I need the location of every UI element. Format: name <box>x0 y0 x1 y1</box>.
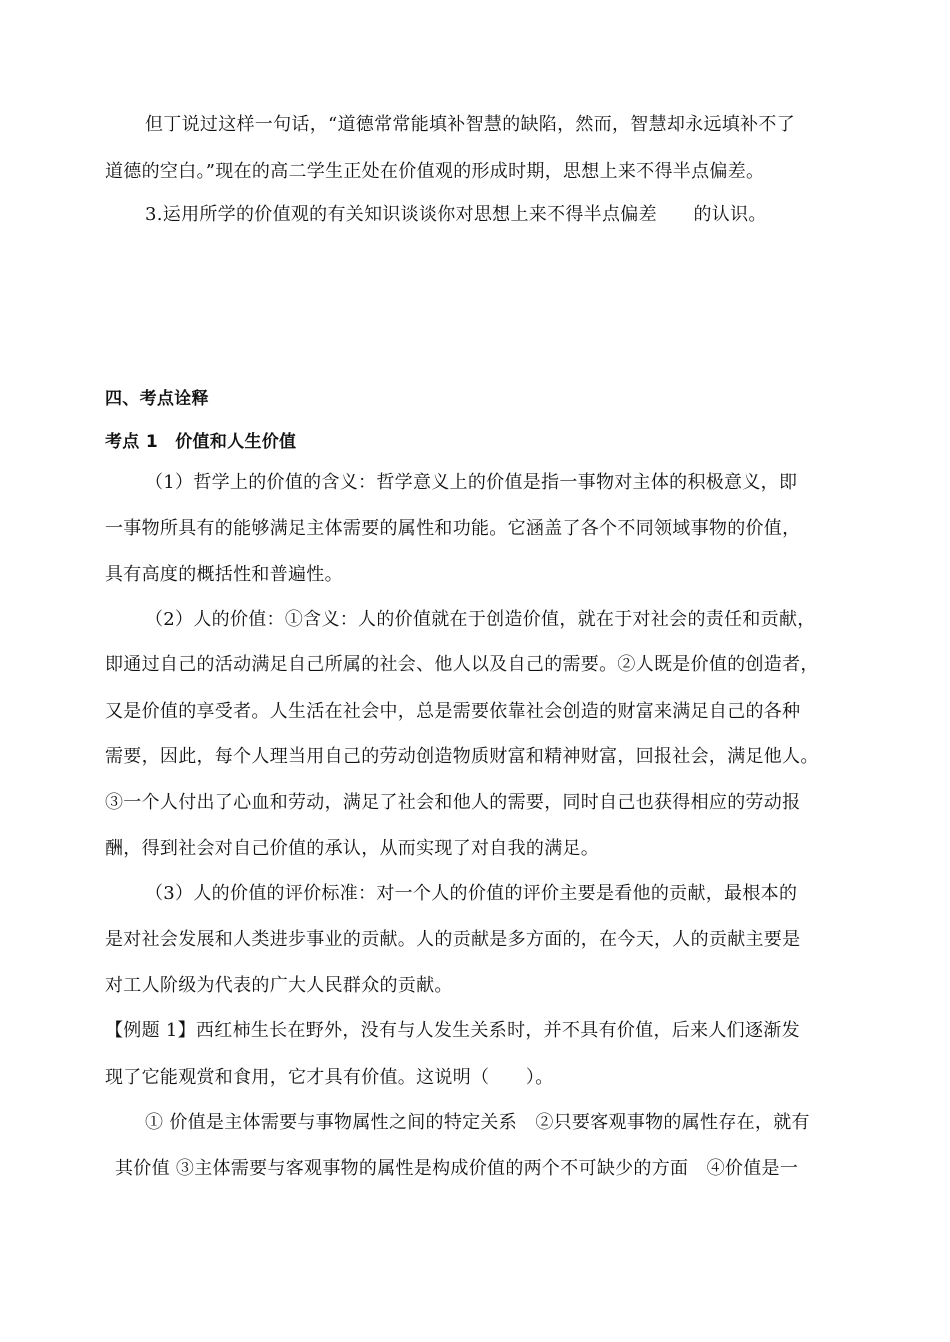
para-2-line-2: 即通过自己的活动满足自己所属的社会、他人以及自己的需要。②人既是价值的创造者， <box>105 654 819 675</box>
para-2-line-1: （2）人的价值：①含义：人的价值就在于创造价值，就在于对社会的责任和贡献， <box>145 609 816 630</box>
example-1-options-line-2: 其价值 ③主体需要与客观事物的属性是构成价值的两个不可缺少的方面 ④价值是一 <box>115 1158 799 1179</box>
para-2-line-3: 又是价值的享受者。人生活在社会中，总是需要依靠社会创造的财富来满足自己的各种 <box>105 701 801 722</box>
kaodian-1-title: 考点 1 价值和人生价值 <box>105 432 297 452</box>
para-2-line-5: ③一个人付出了心血和劳动，满足了社会和他人的需要，同时自己也获得相应的劳动报 <box>105 792 801 813</box>
intro-line-1: 但丁说过这样一句话，“道德常常能填补智慧的缺陷，然而，智慧却永远填补不了 <box>145 114 795 135</box>
para-2-line-4: 需要，因此，每个人理当用自己的劳动创造物质财富和精神财富，回报社会，满足他人。 <box>105 746 819 767</box>
para-1-line-3: 具有高度的概括性和普遍性。 <box>105 564 343 585</box>
para-3-line-2: 是对社会发展和人类进步事业的贡献。人的贡献是多方面的，在今天，人的贡献主要是 <box>105 929 801 950</box>
question-3: 3.运用所学的价值观的有关知识谈谈你对思想上来不得半点偏差 的认识。 <box>145 204 767 225</box>
example-1-options-line-1: ① 价值是主体需要与事物属性之间的特定关系 ②只要客观事物的属性存在，就有 <box>145 1112 810 1133</box>
para-1-line-2: 一事物所具有的能够满足主体需要的属性和功能。它涵盖了各个不同领域事物的价值， <box>105 518 801 539</box>
para-1-line-1: （1）哲学上的价值的含义：哲学意义上的价值是指一事物对主体的积极意义，即 <box>145 472 798 493</box>
section-heading: 四、考点诠释 <box>105 389 209 409</box>
para-2-line-6: 酬，得到社会对自己价值的承认，从而实现了对自我的满足。 <box>105 838 600 859</box>
example-1-line-1: 【例题 1】西红柿生长在野外，没有与人发生关系时，并不具有价值，后来人们逐渐发 <box>105 1020 800 1041</box>
para-3-line-1: （3）人的价值的评价标准：对一个人的价值的评价主要是看他的贡献，最根本的 <box>145 883 798 904</box>
example-1-line-2: 现了它能观赏和食用，它才具有价值。这说明（ ）。 <box>105 1067 554 1088</box>
para-3-line-3: 对工人阶级为代表的广大人民群众的贡献。 <box>105 975 453 996</box>
intro-line-2: 道德的空白。”现在的高二学生正处在价值观的形成时期，思想上来不得半点偏差。 <box>105 161 765 182</box>
